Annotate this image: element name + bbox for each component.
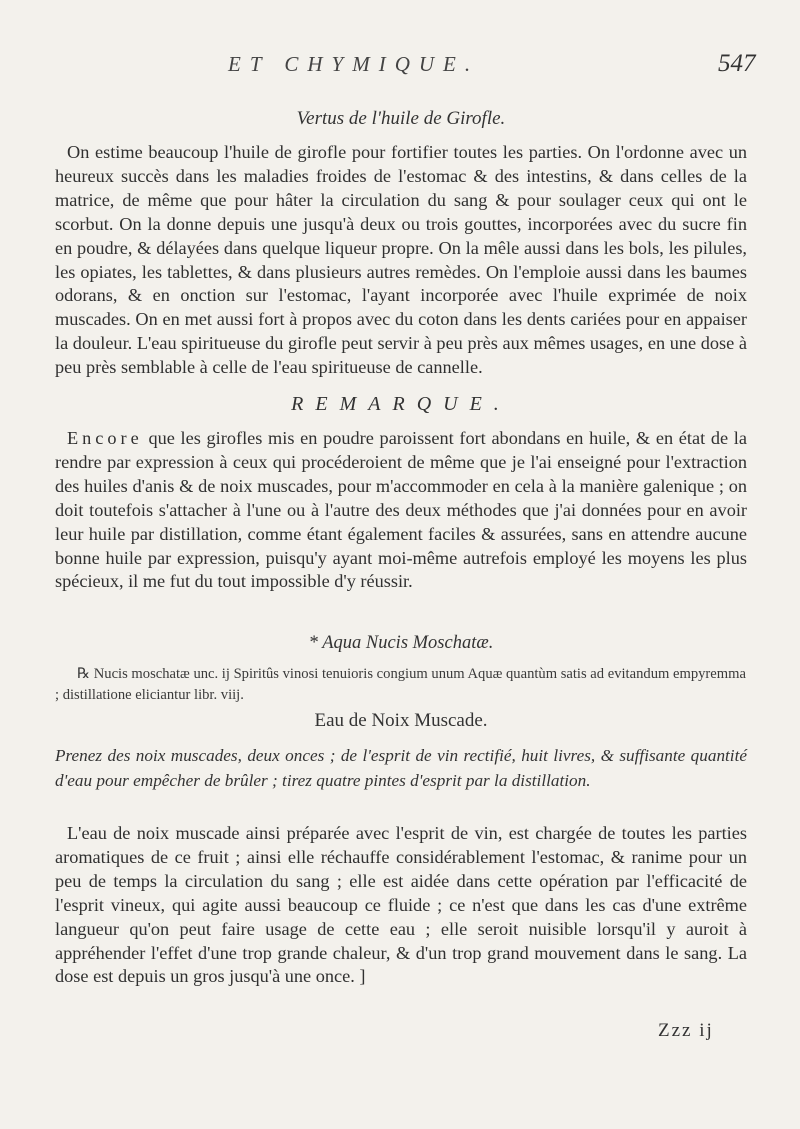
remarque-title: REMARQUE. — [291, 393, 511, 415]
french-recipe-title: Eau de Noix Muscade. — [314, 710, 488, 731]
latin-recipe: ℞ Nucis moschatæ unc. ij Spiritûs vinosi tenuioris congium unum Aquæ quantùm satis ad evitandum empyremma ; distillatione eliciantur libr. viij. — [55, 666, 746, 703]
running-head — [0, 50, 800, 84]
section-title: Vertus de l'huile de Girofle. — [296, 108, 506, 129]
latin-recipe-title: * Aqua Nucis Moschatæ. — [308, 633, 494, 653]
remarque-lead-word: Encore — [67, 428, 143, 448]
page-number: 547 — [718, 50, 756, 77]
paragraph-vertus: On estime beaucoup l'huile de girofle pour fortifier toutes les parties. On l'ordonne avec un heureux succès dans les maladies froides de l'estomac & des intestins, & dans celles de la matrice, de même que pour hâter la circulation du sang & pour soulager ceux qui ont le scorbut. On la donne depuis une jusqu'à deux ou trois gouttes, incorporées avec du sucre fin en poudre, & délayées dans quelque liqueur propre. On la mêle aussi dans les bols, les pilules, les opiates, les tablettes, & dans plusieurs autres remèdes. On l'emploie aussi dans les baumes odorans, & en onction sur l'estomac, l'ayant incorporée avec l'huile exprimée de noix muscades. On en met aussi fort à propos avec du coton dans les dents cariées pour en appaiser la douleur. L'eau spiritueuse du girofle peut servir à peu près aux mêmes usages, en une dose à peu près semblable à celle de l'eau spiritueuse de cannelle. — [55, 142, 747, 378]
recipe-instructions: Prenez des noix muscades, deux onces ; de l'esprit de vin rectifié, huit livres, & suffisante quantité d'eau pour empêcher de brûler ; tirez quatre pintes d'esprit par la distillation. — [55, 746, 747, 790]
paragraph-eau-muscade: L'eau de noix muscade ainsi préparée avec l'esprit de vin, est chargée de toutes les parties aromatiques de ce fruit ; ainsi elle réchauffe considérablement l'estomac, & ranime pour un peu de temps la circulation du sang ; elle est aidée dans cette opération par l'efficacité de l'esprit vineux, qui agite aussi beaucoup ce fluide ; ce n'est que dans les cas d'une extrême langueur qu'on peut faire usage de cette eau ; elle seroit nuisible lorsqu'il y auroit à appréhender l'effet d'une trop grande chaleur, & d'un trop grand mouvement dans le sang. La dose est depuis un gros jusqu'à une once. ] — [55, 823, 747, 987]
paragraph-remarque — [55, 427, 747, 594]
signature-mark: Zzz ij — [658, 1020, 714, 1041]
remarque-text: que les girofles mis en poudre paroissent fort abondans en huile, & en état de la rendre par expression à ceux qui procéderoient de même que je l'ai enseigné pour l'extraction des huiles d'anis & de noix muscades, pour m'accommoder en cela à la manière galenique ; on doit toutefois s'attacher à l'une ou à l'autre des deux méthodes que j'ai données pour en avoir leur huile par distillation, comme étant également faciles & assurées, sans en attendre aucune bonne huile par expression, puisqu'y ayant moi-même autrefois employé les moyens les plus spécieux, il me fut du tout impossible d'y réussir. — [55, 428, 747, 592]
running-title: ET CHYMIQUE. — [228, 52, 480, 76]
